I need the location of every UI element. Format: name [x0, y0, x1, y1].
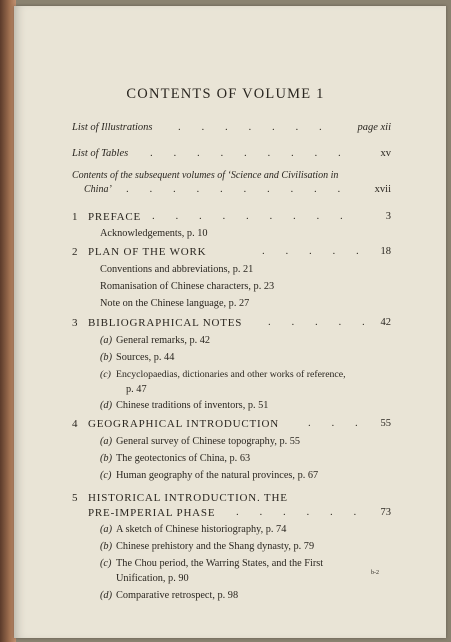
toc-subentry: Acknowledgements, p. 10 [100, 228, 208, 239]
page-number: xv [380, 148, 391, 159]
page-number: xvii [374, 184, 391, 195]
toc-subentry: (a) General remarks, p. 42 [100, 335, 211, 346]
toc-entry-tables: List of Tables [72, 148, 129, 159]
toc-subentry: Romanisation of Chinese characters, p. 23 [100, 281, 275, 292]
toc-subentry: (b) Chinese prehistory and the Shang dynasty, p. 79 [100, 541, 315, 552]
leader-dots: . . . . . [262, 245, 368, 257]
signature-mark: b-2 [371, 570, 379, 576]
page-number: 55 [380, 418, 391, 429]
page-number: 73 [380, 507, 391, 518]
toc-subentry: (d) Chinese traditions of inventors, p. 51 [100, 400, 269, 411]
section-heading: 3 BIBLIOGRAPHICAL NOTES [72, 317, 243, 329]
toc-entry-subsequent-volumes-cont: China’ [84, 184, 112, 195]
leader-dots: . . . . . . . [178, 121, 331, 133]
section-heading: 4 GEOGRAPHICAL INTRODUCTION [72, 418, 279, 430]
toc-subentry: Conventions and abbreviations, p. 21 [100, 264, 254, 275]
page-number: 18 [380, 246, 391, 257]
leader-dots: . . . . . . . . . [150, 147, 350, 159]
section-heading: 2 PLAN OF THE WORK [72, 246, 207, 258]
toc-subentry: (c) Encyclopaedias, dictionaries and other works of reference, [100, 369, 346, 380]
leader-dots: . . . [308, 417, 367, 429]
toc-subentry: (c) Human geography of the natural provinces, p. 67 [100, 470, 319, 481]
section-heading: 1 PREFACE [72, 211, 142, 223]
toc-subentry: Note on the Chinese language, p. 27 [100, 298, 250, 309]
page-number: 3 [385, 211, 391, 222]
page-number: page xii [357, 122, 391, 133]
leader-dots: . . . . . . [236, 506, 366, 518]
toc-entry-illustrations: List of Illustrations [72, 122, 153, 133]
toc-subentry: (b) The geotectonics of China, p. 63 [100, 453, 251, 464]
toc-subentry: (d) Comparative retrospect, p. 98 [100, 590, 239, 601]
toc-subentry: (c) The Chou period, the Warring States, and the First [100, 558, 324, 569]
section-heading: 5 HISTORICAL INTRODUCTION. THE [72, 492, 288, 504]
toc-subentry-cont: Unification, p. 90 [116, 573, 189, 584]
toc-entry-subsequent-volumes: Contents of the subsequent volumes of ‘Science and Civilisation in [72, 170, 339, 181]
section-heading-cont: PRE-IMPERIAL PHASE [88, 507, 216, 519]
toc-subentry: (b) Sources, p. 44 [100, 352, 175, 363]
toc-subentry: (a) General survey of Chinese topography, p. 55 [100, 436, 301, 447]
leader-dots: . . . . . [268, 316, 374, 328]
page-number: 42 [380, 317, 391, 328]
leader-dots: . . . . . . . . . [152, 210, 352, 222]
page-title: CONTENTS OF VOLUME 1 [126, 86, 325, 102]
toc-subentry: (a) A sketch of Chinese historiography, p. 74 [100, 524, 287, 535]
toc-subentry-cont: p. 47 [126, 384, 147, 395]
leader-dots: . . . . . . . . . . [126, 183, 350, 195]
